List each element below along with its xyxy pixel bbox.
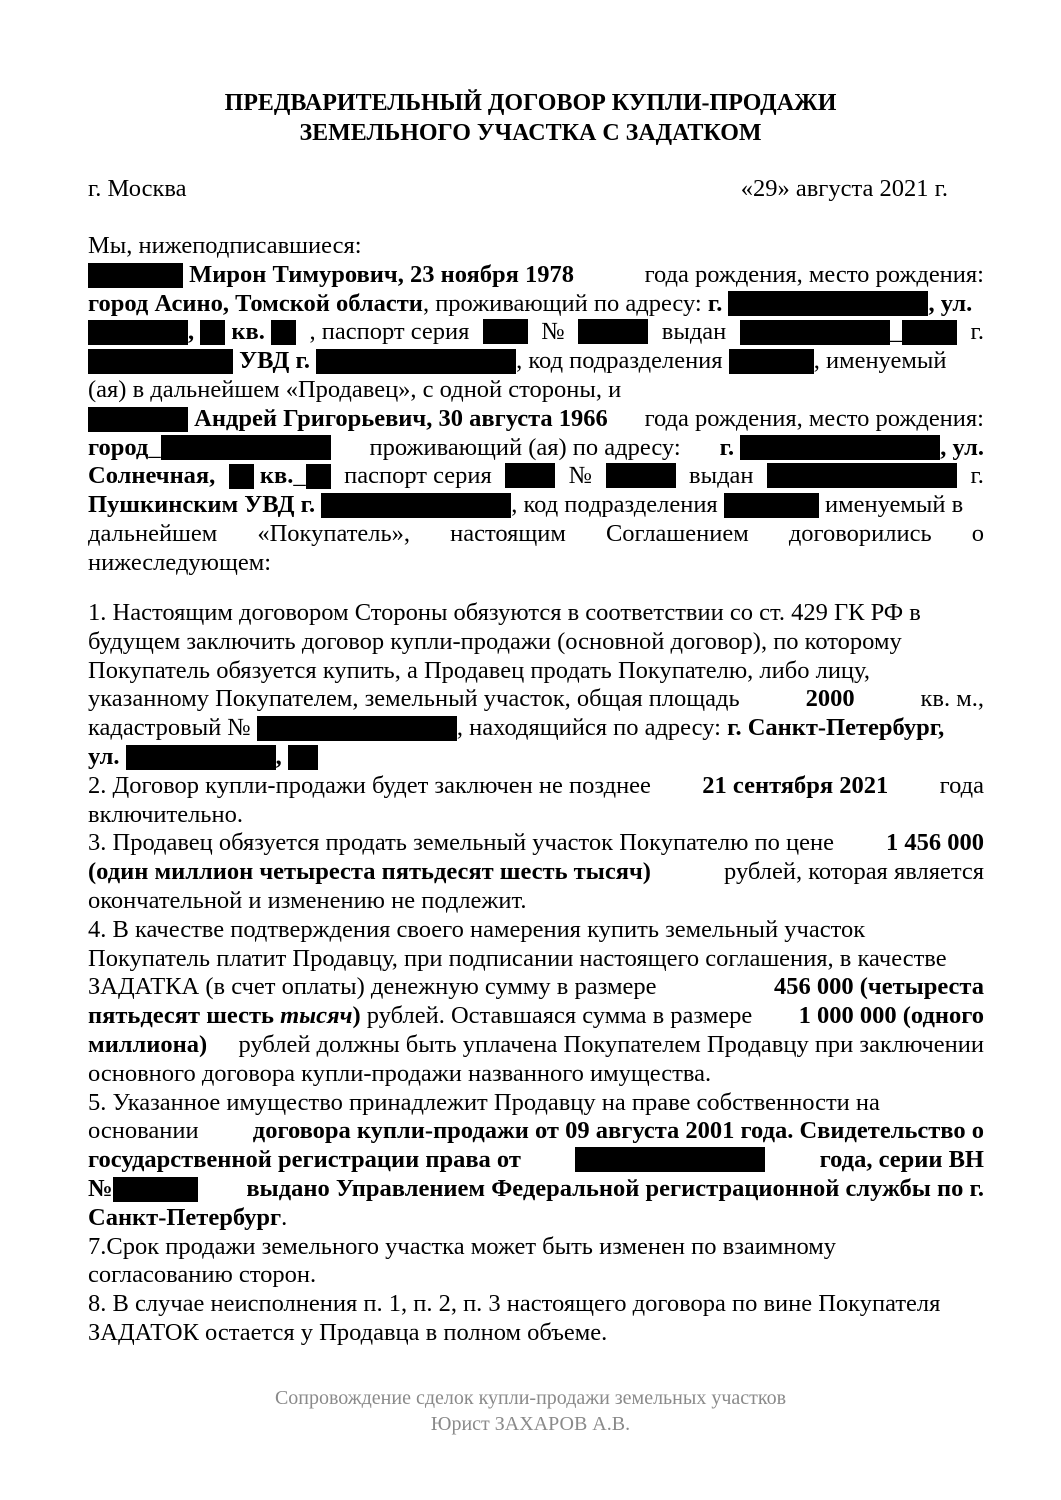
redaction [728, 291, 928, 316]
deadline-date: 21 сентября 2021 [702, 771, 889, 799]
remainder-words: миллиона) [88, 1030, 208, 1058]
clause-text: Покупатель платит Продавцу, при подписании настоящего соглашения, в качестве [88, 944, 947, 972]
clause-text: согласованию сторон. [88, 1261, 317, 1289]
clause-text: рублей должны быть уплачена Покупателем Продавцу при заключении [238, 1030, 984, 1058]
redaction [306, 464, 331, 489]
buyer-line-4 [88, 491, 984, 520]
number-sign: № [88, 1174, 113, 1202]
clause-5-line-2 [88, 1117, 984, 1146]
buyer-division-text: , код подразделения [511, 491, 718, 519]
redaction [729, 349, 814, 374]
seller-birth-text: года рождения, место рождения: [644, 260, 984, 288]
period: . [281, 1203, 288, 1231]
clause-text: Покупатель обязуется купить, а Продавец продать Покупателю, либо лицу, [88, 656, 870, 684]
clause-8-line-2 [88, 1319, 984, 1348]
buyer-street-label: , ул. [940, 433, 984, 461]
deposit-words: пятьдесят шесть [88, 1002, 274, 1030]
buyer-birthplace-label: город [88, 433, 149, 461]
clause-text: 4. В качестве подтверждения своего намерения купить земельный участок [88, 915, 866, 943]
clause-text: 5. Указанное имущество принадлежит Продавцу на праве собственности на [88, 1088, 880, 1116]
clause-text: рублей, которая является [724, 858, 984, 886]
seller-uvd-label: УВД г. [239, 347, 310, 375]
clause-3-line-1 [88, 829, 984, 858]
city: г. Москва [88, 175, 187, 202]
redaction [88, 407, 188, 432]
redaction [88, 320, 188, 345]
seller-address-text: , проживающий по адресу: [422, 289, 702, 317]
clause-4-line-6 [88, 1060, 984, 1089]
redaction [316, 349, 516, 374]
redaction [575, 1147, 765, 1172]
deposit-amount: 456 000 (четыреста [773, 973, 984, 1001]
redaction [288, 745, 318, 770]
buyer-line-3: Солнечная, кв._ паспорт серия № выдан г. [88, 462, 984, 490]
document-title [0, 88, 1061, 148]
title-line-2: ЗЕМЕЛЬНОГО УЧАСТКА С ЗАДАТКОМ [299, 120, 762, 146]
redaction [88, 263, 183, 288]
clause-text: 1. Настоящим договором Стороны обязуются в соответствии со ст. 429 ГК РФ в [88, 599, 921, 626]
clause-3-line-2 [88, 858, 984, 887]
buyer-role-end: нижеследующем: [88, 548, 272, 576]
footer-line-2: Юрист ЗАХАРОВ А.В. [430, 1413, 631, 1435]
redaction [767, 463, 957, 488]
remainder-amount: 1 000 000 (одного [798, 1002, 984, 1030]
redaction [88, 349, 233, 374]
clause-7-line-2 [88, 1261, 984, 1290]
deposit-words-italic: тысяч [280, 1002, 353, 1030]
clause-text: рублей. Оставшаяся сумма в размере [366, 1002, 753, 1030]
clause-text: 7.Срок продажи земельного участка может быть изменен по взаимному [88, 1232, 837, 1260]
clause-5-line-5 [88, 1204, 984, 1233]
clause-text: ЗАДАТКА (в счет оплаты) денежную сумму в размере [88, 973, 657, 1001]
word: Соглашением [605, 519, 749, 547]
clause-7-line-1 [88, 1233, 984, 1262]
redaction [126, 745, 276, 770]
street-label: ул. [88, 742, 120, 770]
redaction [740, 320, 890, 345]
clause-text: будущем заключить договор купли-продажи (основной договор), по которому [88, 627, 902, 655]
footer-watermark [0, 1385, 1061, 1437]
clause-4-line-3 [88, 973, 984, 1002]
registration-series: года, серии ВН [819, 1146, 984, 1174]
clause-2-line-1 [88, 772, 984, 801]
clause-text: основании [88, 1117, 199, 1145]
seller-name: Мирон Тимурович, 23 ноября 1978 [189, 260, 574, 288]
clause-text: ЗАДАТОК остается у Продавца в полном объеме. [88, 1318, 608, 1346]
cadastral-label: кадастровый № [88, 714, 251, 742]
word: дальнейшем [88, 519, 218, 547]
redaction [724, 493, 819, 518]
redaction [200, 320, 225, 345]
buyer-line-2: город_ проживающий (ая) по адресу: г. , ул. [88, 433, 984, 461]
redaction [161, 435, 331, 460]
redaction [483, 319, 528, 344]
clause-4-line-1 [88, 916, 984, 945]
registration-text: государственной регистрации права от [88, 1146, 521, 1174]
clause-text: основного договора купли-продажи названного имущества. [88, 1059, 712, 1087]
land-area: 2000 [805, 685, 855, 713]
seller-named-text: , именуемый [813, 347, 947, 375]
area-unit: кв. м., [920, 685, 984, 713]
clause-4-line-2 [88, 945, 984, 974]
clause-5-line-1 [88, 1089, 984, 1118]
seller-street-label: , ул. [928, 289, 973, 317]
intro-text: Мы, нижеподписавшиеся: [88, 232, 362, 259]
clause-5-line-3 [88, 1146, 984, 1175]
seller-apt-label: кв. [231, 318, 265, 346]
redaction [321, 493, 511, 518]
redaction [257, 716, 457, 741]
redaction [271, 320, 296, 345]
comma: , [188, 318, 195, 346]
clause-1-line-4 [88, 685, 984, 714]
clause-text: 3. Продавец обязуется продать земельный участок Покупателю по цене [88, 829, 835, 857]
g-label: г. [970, 318, 984, 346]
title-line-1: ПРЕДВАРИТЕЛЬНЫЙ ДОГОВОР КУПЛИ-ПРОДАЖИ [224, 90, 837, 116]
seller-line-2 [88, 290, 984, 319]
word: настоящим [450, 519, 566, 547]
redaction [578, 319, 648, 344]
seller-issued-text: выдан [661, 318, 727, 346]
buyer-passport-text: паспорт серия [344, 462, 492, 490]
word: договорились [788, 519, 932, 547]
redaction [505, 463, 555, 488]
place-date-row [88, 175, 948, 205]
seller-role-line: (ая) в дальнейшем «Продавец», с одной стороны, и [88, 375, 622, 403]
word: «Покупатель», [257, 519, 411, 547]
buyer-uvd-label: Пушкинским УВД г. [88, 491, 316, 519]
contract-date: «29» августа 2021 г. [740, 175, 948, 202]
location-city: г. Санкт-Петербург, [727, 714, 945, 742]
seller-line-1 [88, 261, 984, 290]
price: 1 456 000 [886, 829, 984, 857]
price-words: (один миллион четыреста пятьдесят шесть тысяч) [88, 858, 651, 886]
deposit-close: ) [352, 1002, 361, 1030]
buyer-line-6 [88, 549, 984, 578]
parties-section [88, 232, 984, 578]
buyer-apt-label: кв. [259, 462, 294, 490]
buyer-address-text: проживающий (ая) по адресу: [369, 433, 681, 461]
redaction [113, 1177, 198, 1202]
location-text: , находящийся по адресу: [456, 714, 721, 742]
redaction [902, 320, 957, 345]
seller-city-label: г. [707, 289, 723, 317]
clause-text: 8. В случае неисполнения п. 1, п. 2, п. 3 настоящего договора по вине Покупателя [88, 1290, 941, 1318]
buyer-city-label: г. [719, 433, 735, 461]
redaction [229, 464, 254, 489]
clause-1-line-1 [88, 599, 984, 628]
clause-4-line-4 [88, 1002, 984, 1031]
buyer-line-1 [88, 405, 984, 434]
clause-8-line-1 [88, 1290, 984, 1319]
redaction [740, 435, 940, 460]
buyer-street-name: Солнечная, [88, 462, 216, 490]
number-sign: № [568, 462, 593, 490]
clause-1-line-2 [88, 628, 984, 657]
intro-line [88, 232, 984, 261]
clause-text: включительно. [88, 800, 243, 828]
buyer-named-text: именуемый в [824, 491, 964, 519]
clause-text: окончательной и изменению не подлежит. [88, 886, 527, 914]
comma: , [275, 742, 282, 770]
word: о [971, 519, 984, 547]
footer-line-1: Сопровождение сделок купли-продажи земельных участков [274, 1387, 787, 1409]
clause-text: года [939, 771, 984, 799]
seller-passport-text: , паспорт серия [309, 318, 470, 346]
clause-4-line-5 [88, 1031, 984, 1060]
ownership-basis: договора купли-продажи от 09 августа 2001 года. Свидетельство о [252, 1117, 984, 1145]
buyer-line-5 [88, 520, 984, 549]
buyer-birth-text: года рождения, место рождения: [644, 404, 984, 432]
clause-text: 2. Договор купли-продажи будет заключен не позднее [88, 771, 651, 799]
clause-5-line-4 [88, 1175, 984, 1204]
seller-division-text: , код подразделения [516, 347, 723, 375]
redaction [606, 463, 676, 488]
issuing-city: Санкт-Петербург [88, 1203, 282, 1231]
seller-line-3: , кв. , паспорт серия № выдан _ г. [88, 318, 984, 347]
buyer-name: Андрей Григорьевич, 30 августа 1966 [194, 404, 608, 432]
clause-1-line-5 [88, 714, 984, 743]
g-label: г. [970, 462, 984, 490]
clause-3-line-3 [88, 887, 984, 916]
clause-2-line-2 [88, 801, 984, 830]
seller-birthplace: город Асино, Томской области [88, 289, 423, 317]
clause-1-line-6 [88, 743, 984, 772]
issued-by: выдано Управлением Федеральной регистрационной службы по г. [246, 1174, 984, 1202]
clauses-section [88, 599, 984, 1348]
number-sign: № [541, 318, 565, 346]
clause-1-line-3 [88, 657, 984, 686]
seller-line-5 [88, 376, 984, 405]
buyer-issued-text: выдан [689, 462, 754, 490]
seller-line-4 [88, 347, 984, 376]
clause-text: указанному Покупателем, земельный участок, общая площадь [88, 685, 740, 713]
